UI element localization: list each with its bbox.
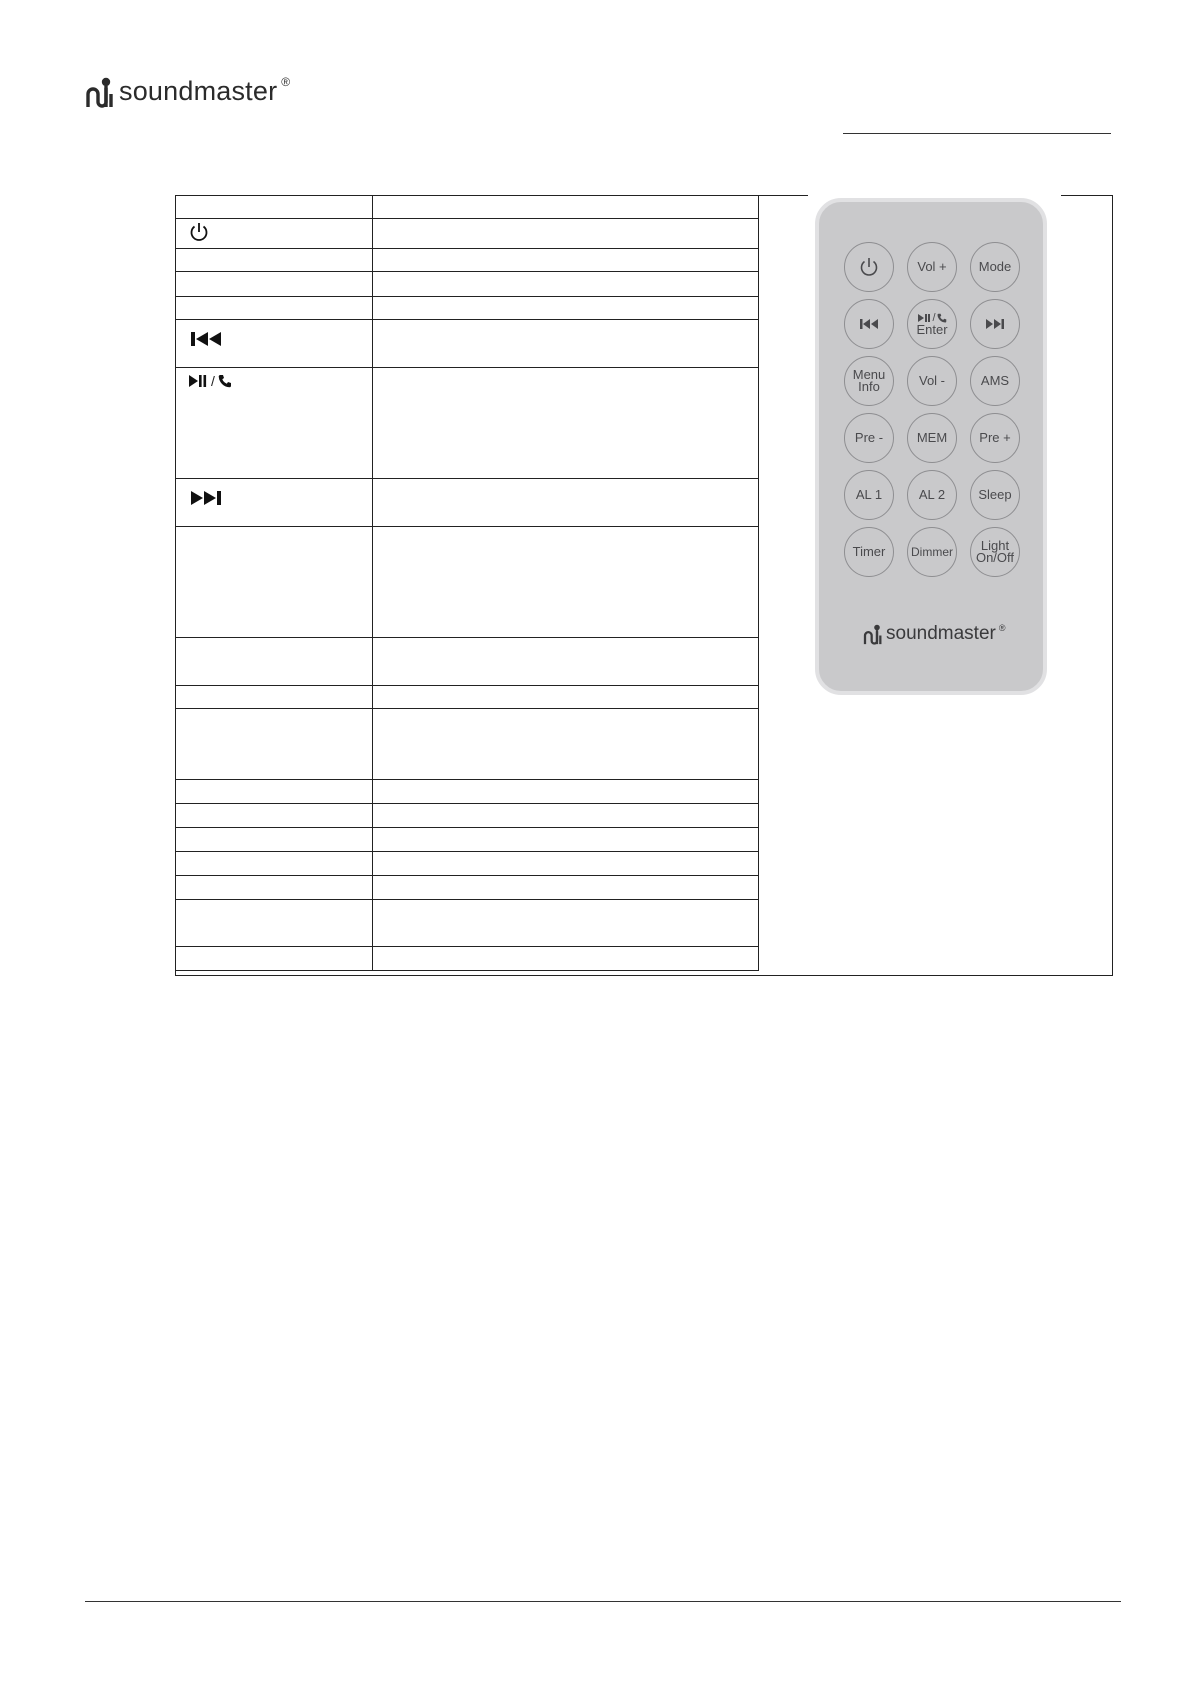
pre-up-button: Pre + — [970, 413, 1020, 463]
light-button: Light On/Off — [970, 527, 1020, 577]
key-cell — [176, 828, 373, 852]
table-row — [176, 479, 759, 527]
key-cell — [176, 780, 373, 804]
key-cell — [176, 852, 373, 876]
remote-brand-logo — [863, 622, 1005, 645]
table-row — [176, 686, 759, 709]
description-cell — [373, 638, 759, 686]
description-cell — [373, 780, 759, 804]
vol-down-button: Vol - — [907, 356, 957, 406]
table-row — [176, 297, 759, 320]
header-rule — [843, 133, 1111, 134]
key-cell — [176, 900, 373, 947]
description-cell — [373, 249, 759, 272]
remote-control — [815, 198, 1047, 695]
table-row — [176, 947, 759, 971]
remote-brand-name: soundmaster — [886, 622, 996, 644]
key-cell — [176, 219, 373, 249]
description-cell — [373, 479, 759, 527]
mem-button: MEM — [907, 413, 957, 463]
next-button — [970, 299, 1020, 349]
key-separator: / — [211, 373, 215, 389]
description-cell — [373, 852, 759, 876]
description-cell — [373, 196, 759, 219]
table-row — [176, 320, 759, 368]
ams-button: AMS — [970, 356, 1020, 406]
skip-back-icon — [858, 318, 880, 330]
key-cell — [176, 804, 373, 828]
description-cell — [373, 900, 759, 947]
description-cell — [373, 804, 759, 828]
table-row — [176, 527, 759, 638]
key-cell — [176, 297, 373, 320]
al1-button: AL 1 — [844, 470, 894, 520]
key-cell — [176, 196, 373, 219]
remote-registered-mark: ® — [998, 622, 1006, 633]
vol-up-button: Vol + — [907, 242, 957, 292]
key-cell — [176, 947, 373, 971]
footer-rule — [85, 1601, 1121, 1602]
table-row — [176, 709, 759, 780]
key-cell — [176, 320, 373, 368]
soundmaster-logo-icon — [85, 74, 115, 108]
key-cell — [176, 709, 373, 780]
key-cell — [176, 876, 373, 900]
skip-forward-icon — [984, 318, 1006, 330]
table-row — [176, 638, 759, 686]
description-cell — [373, 272, 759, 297]
power-icon — [188, 221, 210, 243]
table-row — [176, 900, 759, 947]
menu-info-button: Menu Info — [844, 356, 894, 406]
table-row — [176, 196, 759, 219]
table-row — [176, 368, 759, 479]
phone-icon — [218, 374, 232, 388]
description-cell — [373, 686, 759, 709]
description-cell — [373, 709, 759, 780]
table-row — [176, 852, 759, 876]
power-icon — [858, 256, 880, 278]
table-row — [176, 780, 759, 804]
key-cell — [176, 272, 373, 297]
table-row — [176, 272, 759, 297]
key-cell — [176, 249, 373, 272]
skip-back-icon — [188, 330, 224, 348]
description-cell — [373, 219, 759, 249]
key-cell — [176, 479, 373, 527]
description-cell — [373, 368, 759, 479]
play-pause-icon — [188, 374, 208, 388]
description-cell — [373, 947, 759, 971]
al2-button: AL 2 — [907, 470, 957, 520]
table-row — [176, 249, 759, 272]
prev-button — [844, 299, 894, 349]
key-function-table — [175, 195, 759, 971]
description-cell — [373, 320, 759, 368]
key-cell — [176, 368, 373, 479]
key-cell — [176, 638, 373, 686]
table-row — [176, 876, 759, 900]
play-enter-button: / Enter — [907, 299, 957, 349]
description-cell — [373, 527, 759, 638]
soundmaster-logo-icon — [863, 622, 883, 645]
table-row — [176, 219, 759, 249]
registered-mark: ® — [281, 75, 291, 89]
key-cell — [176, 686, 373, 709]
description-cell — [373, 876, 759, 900]
brand-name: soundmaster — [119, 75, 278, 106]
timer-button: Timer — [844, 527, 894, 577]
brand-logo — [85, 74, 290, 108]
mode-button: Mode — [970, 242, 1020, 292]
description-cell — [373, 297, 759, 320]
table-row — [176, 804, 759, 828]
description-cell — [373, 828, 759, 852]
dimmer-button: Dimmer — [907, 527, 957, 577]
skip-forward-icon — [188, 489, 224, 507]
table-row — [176, 828, 759, 852]
key-cell — [176, 527, 373, 638]
sleep-button: Sleep — [970, 470, 1020, 520]
power-button — [844, 242, 894, 292]
pre-down-button: Pre - — [844, 413, 894, 463]
